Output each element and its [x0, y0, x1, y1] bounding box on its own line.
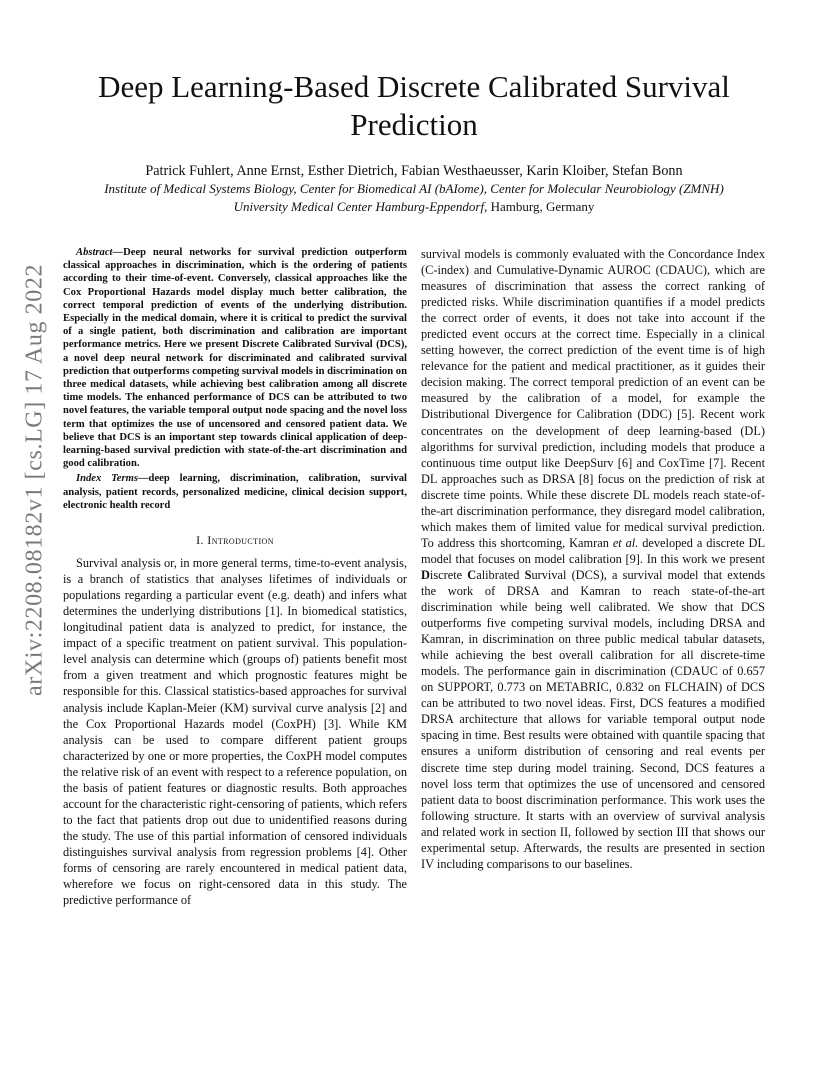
affiliation-line-1: Institute of Medical Systems Biology, Center for Biomedical AI (bAIome), Center for Molecular Neurobiology (ZMNH) — [104, 181, 724, 196]
dcs-acronym-c: C — [467, 567, 477, 582]
intro-paragraph-right — [421, 246, 765, 872]
left-column — [63, 246, 407, 908]
right-column — [421, 246, 765, 872]
section-heading-introduction: I. Introduction — [196, 533, 274, 548]
affiliation-city: , Hamburg, Germany — [484, 199, 595, 214]
intro-paragraph-left: Survival analysis or, in more general terms, time-to-event analysis, is a branch of statistics that analyses lifetimes of individuals or populations regarding a particular event (e.g. death) and infers what determines the underlying distributions [1]. In biomedical statistics, longitudinal patient data is analyzed to predict, for instance, the impact of a specific treatment on patient survival. This population-level analysis can determine which (groups of) patients benefit most from a given treatment and which prognostic features might be responsible for this. Classical statistics-based approaches for survival analysis include Kaplan-Meier (KM) survival curve analysis [2] and the Cox Proportional Hazards model (CoxPH) [3]. While KM analysis can be used to compare different patient groups characterized by one or more properties, the CoxPH model computes the relative risk of an event with respect to a reference population, on the basis of patient features or diagnostic results. Both approaches account for the characteristic right-censoring of patients, which refers to the fact that patients drop out due to unidentified reasons during the study. The use of this partial information of censored individuals distinguishes survival analysis from regression problems [4]. Other forms of censoring are rarely encountered in medical patient data, wherefore we focus on right-censored data in this study. The predictive performance of — [63, 556, 407, 908]
paper-title: Deep Learning-Based Discrete Calibrated Survival Prediction — [98, 69, 730, 142]
index-terms — [63, 472, 407, 512]
arxiv-side-stamp — [21, 263, 48, 697]
arxiv-identifier: arXiv:2208.08182v1 [cs.LG] 17 Aug 2022 — [21, 263, 48, 697]
author-list: Patrick Fuhlert, Anne Ernst, Esther Dietrich, Fabian Westhaeusser, Karin Kloiber, Stefan Bonn — [145, 163, 683, 179]
intro-right-text-1: survival models is commonly evaluated with the Concordance Index (C-index) and Cumulative-Dynamic AUROC (CDAUC), which are measures of discrimination that assess the correct ranking of predicted risks. While discrimination quantifies if a model predicts the correct order of events, it does not take into account if the predicted event occurs at the correct time. Especially in a clinical setting however, the correct prediction of the event time is of high relevance for the patient and medical practitioner, as it guides their decision making. The correct temporal prediction of an event can be measured by the calibration of a model, for example the Distributional Divergence for Calibration (DDC) [5]. Recent work concentrates on the development of deep learning-based (DL) algorithms for survival prediction, including models that produce a continuous time output like DeepSurv [6] and CoxTime [7]. Recent DL approaches such as DRSA [8] focus on the prediction of risk at discrete time points. While these discrete DL models reach state-of-the-art discrimination performance, they disregard model calibration, which makes them of limited value for medical survival prediction. To address this shortcoming, Kamran — [421, 247, 765, 550]
index-terms-label: Index Terms — [76, 473, 138, 485]
intro-right-text-3: (DCS), a survival model that extends the work of DRSA and Kamran to reach state-of-the-art discrimination while being well calibrated. We show that DCS outperforms five competing survival models, including DRSA and Kamran, in discrimination on three public medical tabular datasets, while achieving the best overall calibration for all discrete-time models. The performance gain in discrimination (CDAUC of 0.657 on SUPPORT, 0.773 on METABRIC, 0.832 on FLCHAIN) of DCS can be attributed to two novel ideas. First, DCS features a modified DRSA architecture that allows for variable temporal output node spacing in time. Best results were obtained with quantile spacing that ensures a uniform distribution of censoring and real events per discrete time step during model training. Second, DCS features a novel loss term that optimizes the use of uncensored and censored patient data to boost discrimination performance. This work uses the following structure. It starts with an overview of survival analysis and related work in section II, followed by section III that shows our experimental setup. Afterwards, the results are presented in section IV including comparisons to our baselines. — [421, 567, 766, 871]
dcs-acronym-s: S — [524, 567, 532, 582]
affiliation-university: University Medical Center Hamburg-Eppendorf — [233, 199, 485, 214]
dcs-name-part-1: iscrete — [429, 567, 468, 582]
abstract — [63, 246, 407, 470]
affiliation — [60, 180, 768, 216]
affiliation-line-2 — [60, 198, 768, 216]
dcs-name-part-3: urvival — [531, 567, 567, 582]
intro-right-text-2: developed a discrete DL model that focuses on model calibration [9]. In this work we present — [421, 535, 766, 566]
index-terms-text: —deep learning, discrimination, calibration, survival analysis, patient records, personalized medicine, clinical decision support, electronic health record — [63, 473, 407, 511]
abstract-text: —Deep neural networks for survival prediction outperform classical approaches in discrimination, which is the ordering of patients according to their time-of-event. Conversely, classical approaches like the Cox Proportional Hazards model display much better calibration, the correct temporal prediction of events of the underlying distribution. Especially in the medical domain, where it is critical to predict the survival of a single patient, both discrimination and calibration are important performance metrics. Here we present Discrete Calibrated Survival (DCS), a novel deep neural network for discriminated and calibrated survival prediction that outperforms competing survival models in discrimination on three medical datasets, while achieving best calibration among all discrete time models. The enhanced performance of DCS can be attributed to two novel features, the variable temporal output node spacing and the novel loss term that optimizes the use of uncensored and censored patient data. We believe that DCS is an important step towards clinical application of deep-learning-based survival prediction with state-of-the-art discrimination and good calibration. — [63, 247, 407, 470]
dcs-name-part-2: alibrated — [476, 567, 525, 582]
abstract-label: Abstract — [76, 247, 113, 258]
dcs-acronym-d: D — [421, 567, 430, 582]
et-al: et al. — [612, 535, 639, 550]
